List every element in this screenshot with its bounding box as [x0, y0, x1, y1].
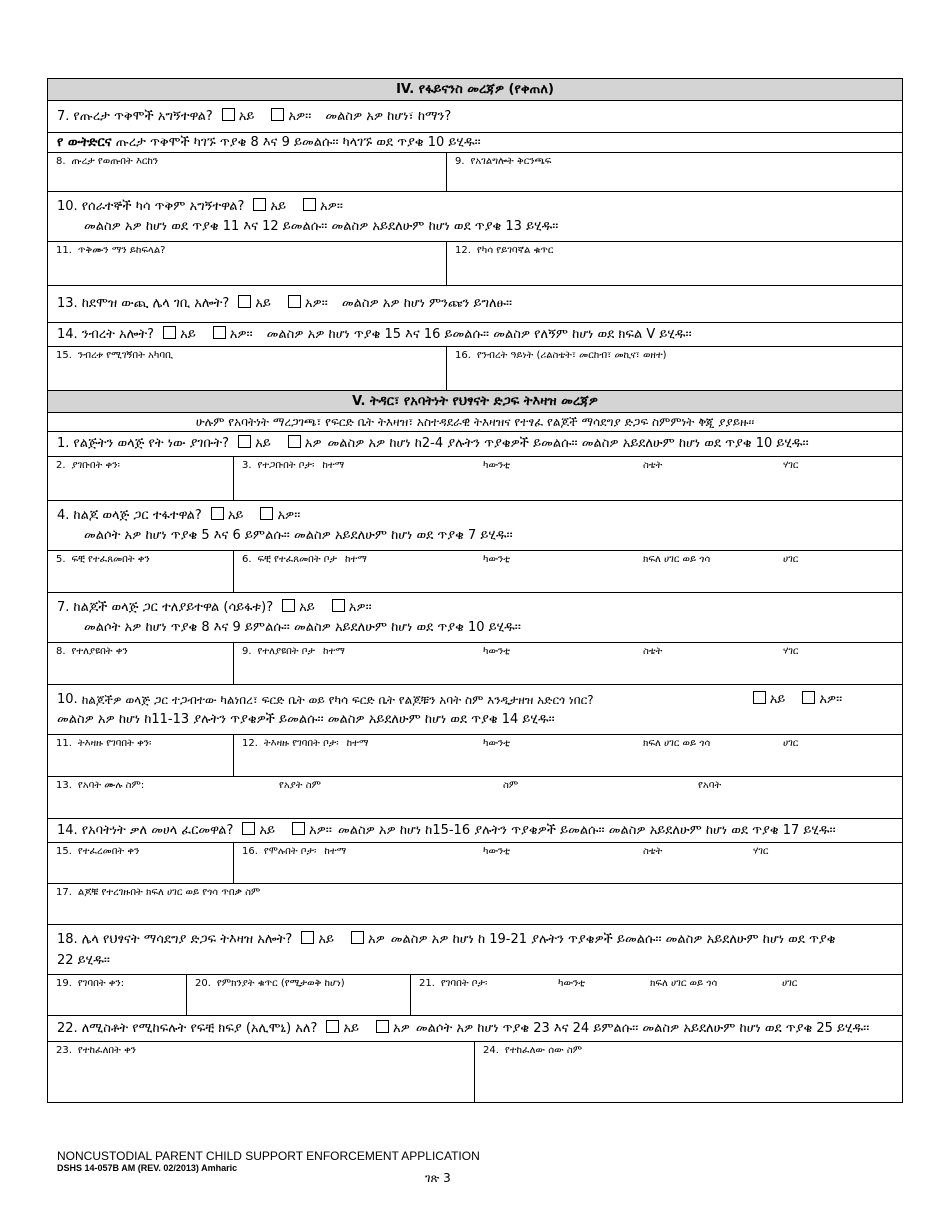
- section-4-header: [48, 79, 902, 101]
- no-checkbox[interactable]: [163, 326, 176, 339]
- field-13-row: [48, 777, 902, 819]
- no-checkbox[interactable]: [238, 295, 251, 308]
- question-5-4: 4. ከልጆ ወላጅ ጋር ተፋተዋል? አይ አዎ፡፡ መልሶት አዎ ከሆነ ጥያቄ 5 እና 6 ይምልሱ፡፡ መልስዎ አይደለሁም ከሆነ ወደ ጥያቄ 7 ይሂዱ፡፡: [48, 501, 902, 551]
- field-signed-date[interactable]: 15. የተፈረመበት ቀን: [48, 843, 234, 883]
- field-divorce-date[interactable]: 5. ፍቺ የተፈጸመበት ቀን: [48, 551, 234, 592]
- question-5-7: 7. ከልጆች ወላጅ ጋር ተለያይተዋል (ሳይፋቱ)? አይ አዎ፡፡ መልሶት አዎ ከሆነ ጥያቄ 8 እና 9 ይምልሱ፡፡ መልስዎ አይደለሁም ከሆነ ወደ ጥያቄ 10 ይሂዱ፡፡: [48, 593, 902, 643]
- fields-15-16: [48, 843, 902, 884]
- field-order-place[interactable]: 12. ትእዛዙ የገባበት ቦታ፡ ከተማ ካውንቲ ክፍለ ሀገር ወይ ጎሳ ሀገር: [242, 738, 799, 749]
- field-signed-place[interactable]: 16. የሞሉበት ቦታ፡ ከተማ ካውንቲ ስቴት ሃገር: [242, 846, 769, 857]
- field-order-date[interactable]: 11. ትእዛዙ የገባበት ቀን፡: [48, 735, 234, 776]
- fields-2-3: [48, 457, 902, 501]
- no-checkbox[interactable]: [326, 1020, 339, 1033]
- no-checkbox[interactable]: [211, 507, 224, 520]
- yes-checkbox[interactable]: [271, 108, 284, 121]
- question-5-1: 1. የልጅትን ወላጅ የት ነው ያገቡት? አይ አዎ መልስዎ አዎ ከሆነ ከ2-4 ያሉትን ጥያቄዎች ይመልሱ፡፡ መልስዎ አይደለሁም ከሆነ ወደ ጥያቄ 10 ይሂዱ፡፡: [48, 432, 902, 457]
- no-checkbox[interactable]: [222, 108, 235, 121]
- no-checkbox[interactable]: [238, 435, 251, 448]
- section-5-note: ሁሉም የአባትነት ማረጋገጫ፣ የፍርድ ቤት ትእዛዝ፣ አስተዳደራዊ ትእዛዝና የተፃፈ የልጆች ማሳደግያ ድጋፍ ስምምነት ቅጂ ያያይዙ፡፡: [48, 413, 902, 432]
- field-retire-rank[interactable]: 8. ጡረታ የወጡበት እርከን: [48, 153, 447, 191]
- application-form: [47, 78, 903, 1103]
- yes-checkbox[interactable]: [376, 1020, 389, 1033]
- fields-8-9: [48, 643, 902, 685]
- field-order2-place[interactable]: 21. የገባበት ቦታ፡ ካውንቲ ክፍለ ሀገር ወይ ጎሳ ሀገር: [419, 978, 798, 989]
- no-checkbox[interactable]: [282, 599, 295, 612]
- yes-checkbox[interactable]: [288, 435, 301, 448]
- question-4-10: 10. የሰራተኞች ካሳ ጥቅም አግኝተዋል? አይ አዎ፡፡ መልስዎ አዎ ከሆነ ወደ ጥያቄ 11 እና 12 ይመልሱ፡፡ መልስዎ አይደለሁም ከሆነ ወደ ጥያቄ 13 ይሂዱ፡፡: [48, 192, 902, 242]
- section-5-header: [48, 391, 902, 413]
- note-bold: የ ውትድርና: [57, 135, 112, 150]
- fields-11-12: [48, 735, 902, 777]
- no-checkbox[interactable]: [753, 691, 766, 704]
- yes-label: አዎ፡፡: [288, 109, 312, 124]
- field-separation-date[interactable]: 8. የተለያዩበት ቀን: [48, 643, 234, 684]
- q-follow: መልስዎ አዎ ከሆነ ወደ ጥያቄ 11 እና 12 ይመልሱ፡፡ መልስዎ አይደለሁም ከሆነ ወደ ጥያቄ 13 ይሂዱ፡፡: [84, 219, 559, 234]
- field-property-type[interactable]: 16. የንብረት ዓይነት (ሪልስቴት፣ መርከብ፣ መኪና፣ ወዘተ): [455, 350, 667, 361]
- fields-23-24: [48, 1042, 902, 1102]
- field-service-branch[interactable]: 9. የአገልግሎት ቅርንጫፍ: [455, 156, 552, 167]
- form-title: NONCUSTODIAL PARENT CHILD SUPPORT ENFORCEMENT APPLICATION: [57, 1149, 480, 1163]
- question-4-14: 14. ንብረት አሎት? አይ አዎ፡፡ መልስዎ አዎ ከሆነ ጥያቄ 15 እና 16 ይመልሱ፡፡ መልስዎ የለኝም ከሆነ ወደ ክፍል V ይሂዱ፡፡: [48, 323, 902, 347]
- question-5-18: 18. ሌላ የህፃናት ማሳደግያ ድጋፍ ትእዛዝ አሎት? አይ አዎ መልስዎ አዎ ከሆነ ከ 19-21 ያሉትን ጥያቄዎች ይመልሱ፡፡ መልስዎ አይደለሁም ከሆነ ወደ ጥያቄ 22 ይሂዱ፡፡: [48, 925, 902, 975]
- field-marriage-place[interactable]: 3. የተጋቡበት ቦታ፡ ከተማ ካውንቲ ስቴት ሃገር: [242, 460, 799, 471]
- fields-5-6: [48, 551, 902, 593]
- question-5-14: 14. የአባትነት ቃለ መሀላ ፈርመዋል? አይ አዎ፡፡ መልስዎ አዎ ከሆነ ከ15-16 ያሉትን ጥያቄዎች ይመልሱ፡፡ መልስዎ አይደለሁም ከሆነ ወደ ጥያቄ 17 ይሂዱ፡፡: [48, 819, 902, 843]
- field-property-location[interactable]: 15. ንብረቱ የሚገኝበት አካባቢ: [48, 347, 447, 390]
- question-5-10: 10. ከልጆችዎ ወላጅ ጋር ተጋብተው ካልነበረ፣ ፍርድ ቤት ወይ የካሳ ፍርድ ቤት የልጆቹን አባት ስም እንዲታዘዝ አድርጎ ነበር? አይ አዎ፡፡ መልስዎ አዎ ከሆነ ከ11-13 ያሉትን ጥያቄዎች ይመልሱ፡፡ መልስዎ አይደለሁም ከሆነ ወደ ጥያቄ 14 ይሂዱ፡፡: [48, 685, 902, 735]
- field-marriage-date[interactable]: 2. ያገቡበት ቀን፡: [48, 457, 234, 500]
- form-code: DSHS 14-057B AM (REV. 02/2013) Amharic: [57, 1163, 238, 1173]
- question-4-13: 13. ከደሞዝ ውጪ ሌላ ገቢ አሎት? አይ አዎ፡፡ መልስዎ አዎ ከሆነ ምንጩን ይግለፁ፡፡: [48, 286, 902, 323]
- page-number: ገጽ 3: [425, 1171, 451, 1185]
- field-father-name[interactable]: 13. የአባት ሙሉ ስም: የአያት ስም ስም የአባት: [56, 780, 722, 791]
- yes-checkbox[interactable]: [260, 507, 273, 520]
- field-payer[interactable]: 11. ጥቅሙን ማን ይከፍላል?: [48, 242, 447, 285]
- field-claim-number[interactable]: 12. የካሳ የይገባኛል ቁጥር: [455, 245, 554, 256]
- yes-checkbox[interactable]: [303, 198, 316, 211]
- field-separation-place[interactable]: 9. የተለያዩበት ቦታ ከተማ ካውንቲ ስቴት ሃገር: [242, 646, 799, 657]
- q-text: የጡረታ ጥቅሞች አግኝተዋል?: [73, 109, 213, 124]
- no-checkbox[interactable]: [253, 198, 266, 211]
- q-number: 7.: [57, 109, 70, 124]
- question-5-22: 22. ለሚስቶት የሚከፍሉት የፍቺ ክፍያ (አሊሞኒ) አለ? አይ አዎ መልሶት አዎ ከሆነ ጥያቄ 23 እና 24 ይምልሱ፡፡ መልስዎ አይደለሁም ከሆነ ወደ ጥያቄ 25 ይሂዱ፡፡: [48, 1016, 902, 1042]
- no-checkbox[interactable]: [242, 822, 255, 835]
- field-alimony-date[interactable]: 23. የተከፈለበት ቀን: [48, 1042, 475, 1102]
- field-alimony-payee[interactable]: 24. የተከፈለው ሰው ስም: [483, 1045, 583, 1056]
- yes-checkbox[interactable]: [332, 599, 345, 612]
- yes-checkbox[interactable]: [288, 295, 301, 308]
- field-order2-date[interactable]: 19. የገባበት ቀን:: [48, 975, 187, 1015]
- no-label: አይ: [238, 109, 255, 124]
- fields-15-16: [48, 347, 902, 391]
- yes-checkbox[interactable]: [802, 691, 815, 704]
- field-divorce-place[interactable]: 6. ፍቺ የተፈጸመበት ቦታ ከተማ ካውንቲ ክፍለ ሀገር ወይ ጎሳ ሀገር: [242, 554, 799, 565]
- note-text: ጡረታ ጥቅሞች ካገኙ ጥያቄ 8 እና 9 ይመልሱ፡፡ ካላገኙ ወደ ጥያቄ 10 ይሂዱ፡፡: [111, 135, 481, 150]
- section-4-title: IV. የፋይናንስ መረጃዎ (የቀጠለ): [396, 82, 554, 97]
- fields-8-9: [48, 152, 902, 192]
- field-cause-number[interactable]: 20. የምክንያት ቁጥር (የሚታወቅ ከሆነ): [187, 975, 411, 1015]
- question-4-7-note: [48, 133, 902, 152]
- q-follow: መልስዎ አዎ ከሆነ፣ ከማን?: [325, 109, 452, 124]
- fields-11-12: [48, 242, 902, 286]
- section-5-title: V. ትዳር፣ የአባትነት የህፃናት ድጋፍ ትእዛዝ መረጃዎ: [352, 394, 598, 409]
- question-4-7: [48, 101, 902, 133]
- field-17-row: [48, 884, 902, 925]
- field-conception-state[interactable]: 17. ልጆቹ የተረገዙበት ክፍለ ሀገር ወይ የጎሳ ጥበቃ ስም: [56, 887, 261, 898]
- yes-checkbox[interactable]: [292, 822, 305, 835]
- fields-19-21: [48, 975, 902, 1016]
- yes-checkbox[interactable]: [213, 326, 226, 339]
- no-checkbox[interactable]: [301, 931, 314, 944]
- yes-checkbox[interactable]: [351, 931, 364, 944]
